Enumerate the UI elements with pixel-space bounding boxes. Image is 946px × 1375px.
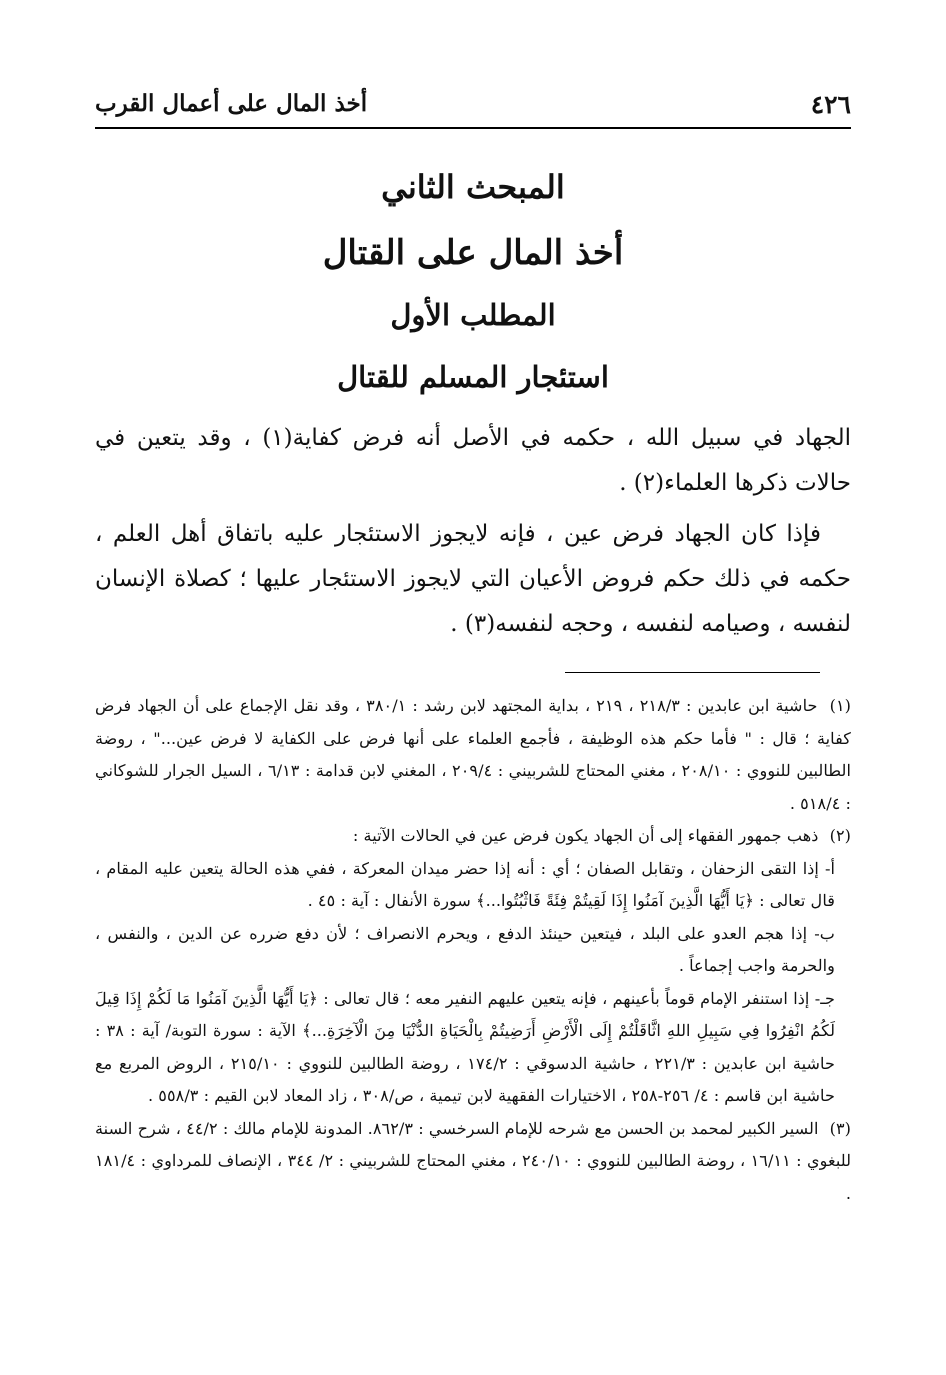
body-paragraph-2: فإذا كان الجهاد فرض عين ، فإنه لايجوز الاستئجار عليه باتفاق أهل العلم ، حكمه في ذلك حكم فروض الأعيان التي لايجوز الاستئجار عليها ؛ كصلاة الإنسان لنفسه ، وصيامه لنفسه ، وحجه لنفسه(٣) .	[95, 521, 851, 637]
footnote-number: (١)	[829, 696, 851, 715]
footnote-1	[95, 690, 851, 820]
running-title: أخذ المال على أعمال القرب	[95, 90, 368, 117]
footnote-2-item-c: جـ- إذا استنفر الإمام قوماً بأعينهم ، فإنه يتعين عليهم النفير معه ؛ قال تعالى : ﴿يَا أَيُّهَا الَّذِينَ آمَنُوا مَا لَكُمْ إِذَا قِيلَ لَكُمُ انْفِرُوا فِي سَبِيلِ اللهِ اثَّاقَلْتُمْ إِلَى الْأَرْضِ أَرَضِيتُمْ بِالْحَيَاةِ الدُّنْيَا مِنَ الْآخِرَةِ...﴾ الآية : سورة التوبة/ آية : ٣٨ : حاشية ابن عابدين : ٢٢١/٣ ، حاشية الدسوقي : ١٧٤/٢ ، روضة الطالبين للنووي : ٢١٥/١٠ ، الروض المربع مع حاشية ابن قاسم : ٤/ ٢٥٦-٢٥٨ ، الاختيارات الفقهية لابن تيمية ، ص/٣٠٨ ، زاد المعاد لابن القيم : ٥٥٨/٣ .	[95, 988, 835, 1105]
footnote-number: (٢)	[829, 826, 851, 845]
footnote-3	[95, 1113, 851, 1211]
body-paragraph-1: الجهاد في سبيل الله ، حكمه في الأصل أنه فرض كفاية(١) ، وقد يتعين في حالات ذكرها العلماء(٢) .	[95, 425, 851, 496]
footnote-number: (٣)	[829, 1118, 851, 1138]
footnotes	[95, 690, 851, 1210]
subtitle-heading: استئجار المسلم للقتال	[337, 360, 609, 394]
footnote-text: ذهب جمهور الفقهاء إلى أن الجهاد يكون فرض عين في الحالات الآتية :	[352, 826, 819, 845]
page-number: ٤٢٦	[810, 90, 851, 119]
footnote-text: السير الكبير لمحمد بن الحسن مع شرحه للإمام السرخسي : ٨٦٢/٣. المدونة للإمام مالك : ٤٤/٢ ، شرح السنة للبغوي : ١٦/١١ ، روضة الطالبين للنووي : ٢٤٠/١٠ ، مغني المحتاج للشربيني : ٢/ ٣٤٤ ، الإنصاف للمرداوي : ١٨١/٤ .	[95, 1118, 852, 1203]
footnote-text: حاشية ابن عابدين : ٢١٨/٣ ، ٢١٩ ، بداية المجتهد لابن رشد : ٣٨٠/١ ، وقد نقل الإجماع على أن الجهاد فرض كفاية ؛ قال : " فأما حكم هذه الوظيفة ، فأجمع العلماء على أنها فرض على الكفاية لا فرض عين..." ، روضة الطالبين للنووي : ٢٠٨/١٠ ، مغني المحتاج للشربيني : ٢٠٩/٤ ، المغني لابن قدامة : ٦/١٣ ، السيل الجرار للشوكاني : ٥١٨/٤ .	[95, 696, 851, 813]
chapter-heading: أخذ المال على القتال	[322, 233, 624, 273]
footnote-2-item-a: أ- إذا التقى الزحفان ، وتقابل الصفان ؛ أي : أنه إذا حضر ميدان المعركة ، ففي هذه الحالة يتعين عليه المقام ، قال تعالى : ﴿يَا أَيُّهَا الَّذِينَ آمَنُوا إِذَا لَقِيتُمْ فِئَةً فَاثْبُتُوا...﴾ سورة الأنفال : آية : ٤٥ .	[95, 858, 835, 910]
page-header	[95, 90, 851, 124]
header-divider	[95, 127, 851, 129]
section-heading: المبحث الثاني	[381, 168, 565, 206]
subsection-heading: المطلب الأول	[390, 298, 556, 332]
footnote-2-item-b: ب- إذا هجم العدو على البلد ، فيتعين حينئذ الدفع ، ويحرم الانصراف ؛ لأن دفع ضرره عن الدين ، والنفس ، والحرمة واجب إجماعاً .	[95, 923, 835, 975]
footnote-2	[95, 820, 851, 853]
footnote-divider	[565, 672, 820, 673]
